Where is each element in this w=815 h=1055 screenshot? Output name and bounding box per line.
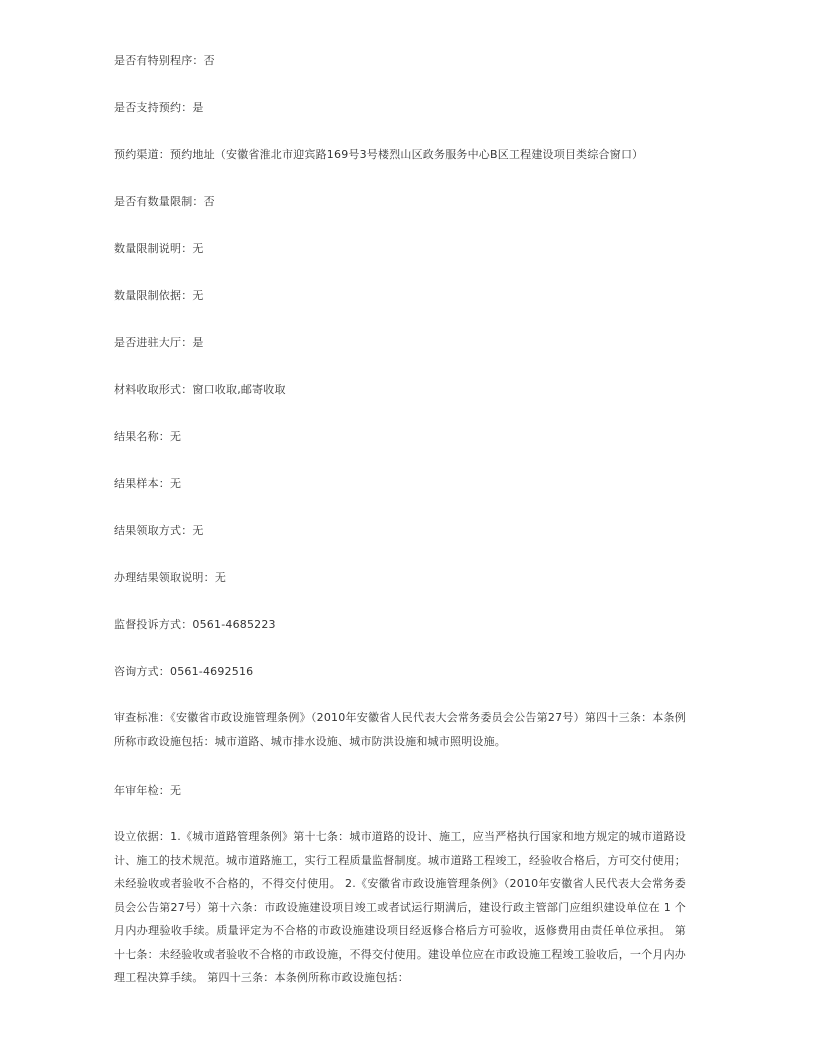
field-value: 否: [203, 54, 215, 67]
field-consult-contact: [114, 665, 253, 679]
field-quantity-limit: [114, 195, 215, 209]
field-label: 数量限制依据：: [114, 289, 193, 302]
field-value: 否: [203, 195, 215, 208]
establishment-basis-paragraph: [114, 825, 686, 990]
field-in-hall: [114, 336, 204, 350]
field-special-procedure: [114, 54, 215, 68]
field-label: 审查标准：: [114, 711, 171, 724]
review-standard-paragraph: [114, 706, 686, 753]
field-value: 无: [192, 289, 204, 302]
field-result-name: [114, 430, 181, 444]
field-label: 结果名称：: [114, 430, 170, 443]
field-label: 是否支持预约：: [114, 101, 193, 114]
field-value: 无: [192, 524, 204, 537]
field-value: 无: [170, 430, 182, 443]
field-quantity-limit-basis: [114, 289, 204, 303]
field-label: 办理结果领取说明：: [114, 571, 215, 584]
field-appointment-support: [114, 101, 204, 115]
field-label: 年审年检：: [114, 784, 170, 797]
field-label: 结果样本：: [114, 477, 170, 490]
field-result-pickup-desc: [114, 571, 226, 585]
field-value: 无: [192, 242, 204, 255]
field-value: 《安徽省市政设施管理条例》（2010年安徽省人民代表大会常务委员会公告第27号）第四十三条：本条例所称市政设施包括：城市道路、城市排水设施、城市防洪设施和城市照明设施。: [114, 711, 687, 748]
field-value: 无: [170, 477, 182, 490]
field-material-collection: [114, 383, 286, 397]
field-value: 是: [192, 336, 204, 349]
field-label: 预约渠道：: [114, 148, 170, 161]
field-complaint-contact: [114, 618, 276, 632]
field-label: 咨询方式：: [114, 665, 170, 678]
field-label: 是否有特别程序：: [114, 54, 204, 67]
field-value: 无: [170, 784, 182, 797]
field-label: 监督投诉方式：: [114, 618, 193, 631]
field-label: 数量限制说明：: [114, 242, 193, 255]
field-quantity-limit-desc: [114, 242, 204, 256]
field-appointment-channel: [114, 148, 643, 162]
field-value: 窗口收取,邮寄收取: [192, 383, 286, 396]
field-value: 1.《城市道路管理条例》第十七条：城市道路的设计、施工，应当严格执行国家和地方规定的城市道路设计、施工的技术规范。城市道路施工，实行工程质量监督制度。城市道路工程竣工，经验收合格后，方可交付使用；未经验收或者验收不合格的，不得交付使用。 2.《安徽省市政设施管理条例》（2010年安徽省人民代表大会常务委员会公告第27号）第十六条：市政设施建设项目竣工或者试运行期满后，建设行政主管部门应组织建设单位在 1 个月内办理验收手续。质量评定为不合格的市政设施建设项目经返修合格后方可验收，返修费用由责任单位承担。 第十七条：未经验收或者验收不合格的市政设施，不得交付使用。建设单位应在市政设施工程竣工验收后，一个月内办理工程决算手续。 第四十三条：本条例所称市政设施包括：: [114, 830, 686, 984]
field-label: 结果领取方式：: [114, 524, 193, 537]
field-label: 设立依据：: [114, 830, 171, 843]
field-label: 是否进驻大厅：: [114, 336, 193, 349]
field-value: 预约地址（安徽省淮北市迎宾路169号3号楼烈山区政务服务中心B区工程建设项目类综合窗口）: [170, 148, 644, 161]
field-result-sample: [114, 477, 181, 491]
field-result-pickup: [114, 524, 204, 538]
field-value: 无: [214, 571, 227, 584]
field-label: 材料收取形式：: [114, 383, 193, 396]
field-value: 0561-4692516: [170, 665, 254, 678]
field-value: 是: [192, 101, 204, 114]
field-annual-review: [114, 784, 181, 798]
field-value: 0561-4685223: [192, 618, 276, 631]
field-label: 是否有数量限制：: [114, 195, 204, 208]
